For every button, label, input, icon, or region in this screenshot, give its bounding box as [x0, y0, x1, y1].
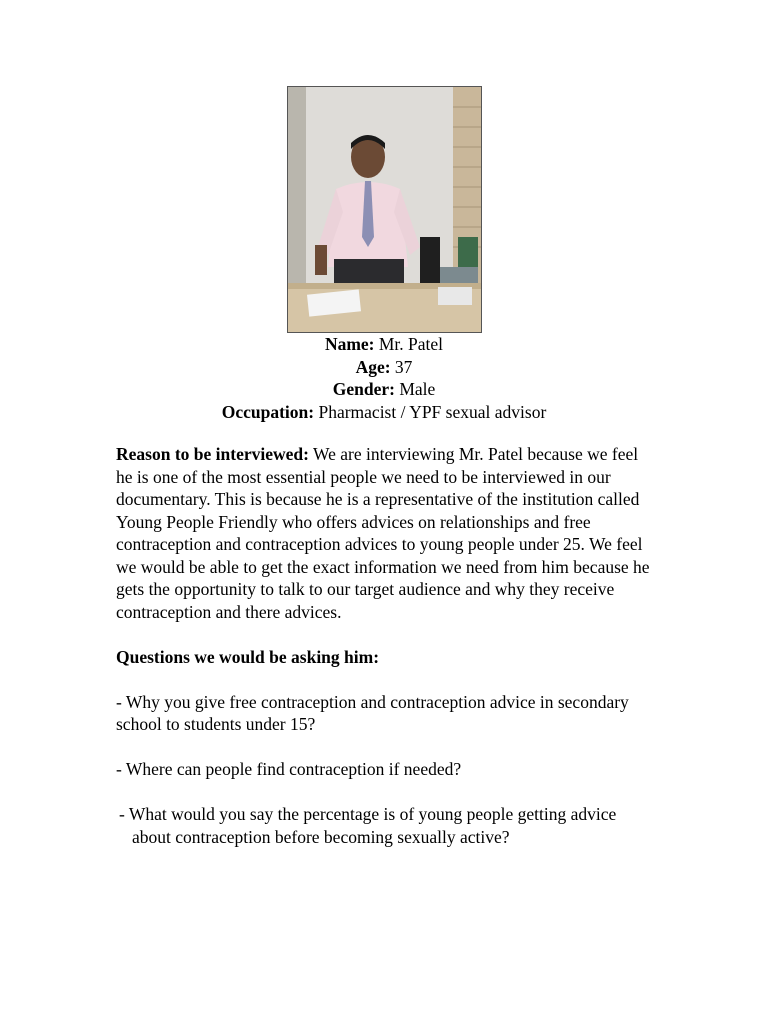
reason-text: We are interviewing Mr. Patel because we feel he is one of the most essential people we need to be interviewed in our documentary. This is because he is a representative of the institution called Young People Friendly who offers advices on relationships and free contraception and contraception advices to young people under 25. We feel we would be able to get the exact information we need from him because he gets the opportunity to talk to our target audience and why they receive contraception and there advices.: [116, 444, 650, 622]
question-item-1: - Why you give free contraception and contraception advice in secondary school to students under 15?: [116, 691, 629, 734]
question-item-2: - Where can people find contraception if needed?: [116, 759, 462, 779]
name-value: Mr. Patel: [378, 334, 444, 354]
age-label: Age:: [355, 356, 391, 377]
occupation-label: Occupation:: [221, 401, 315, 422]
reason-paragraph: [116, 443, 656, 623]
document-body: [116, 443, 656, 848]
question-item-3: - What would you say the percentage is of young people getting advice about contraception before becoming sexually active?: [119, 804, 617, 847]
questions-heading: Questions we would be asking him:: [116, 646, 380, 667]
gender-label: Gender:: [332, 379, 395, 399]
photo-illustration: [288, 87, 481, 332]
profile-summary: [0, 333, 768, 423]
gender-value: Male: [399, 379, 436, 399]
occupation-line: [0, 401, 768, 424]
name-line: [0, 333, 768, 356]
name-label: Name:: [324, 334, 375, 354]
age-value: 37: [394, 356, 413, 377]
interviewee-photo: [287, 86, 482, 333]
occupation-value: Pharmacist / YPF sexual advisor: [318, 401, 547, 422]
age-line: [0, 356, 768, 379]
gender-line: [0, 378, 768, 401]
reason-label: Reason to be interviewed:: [116, 444, 309, 464]
